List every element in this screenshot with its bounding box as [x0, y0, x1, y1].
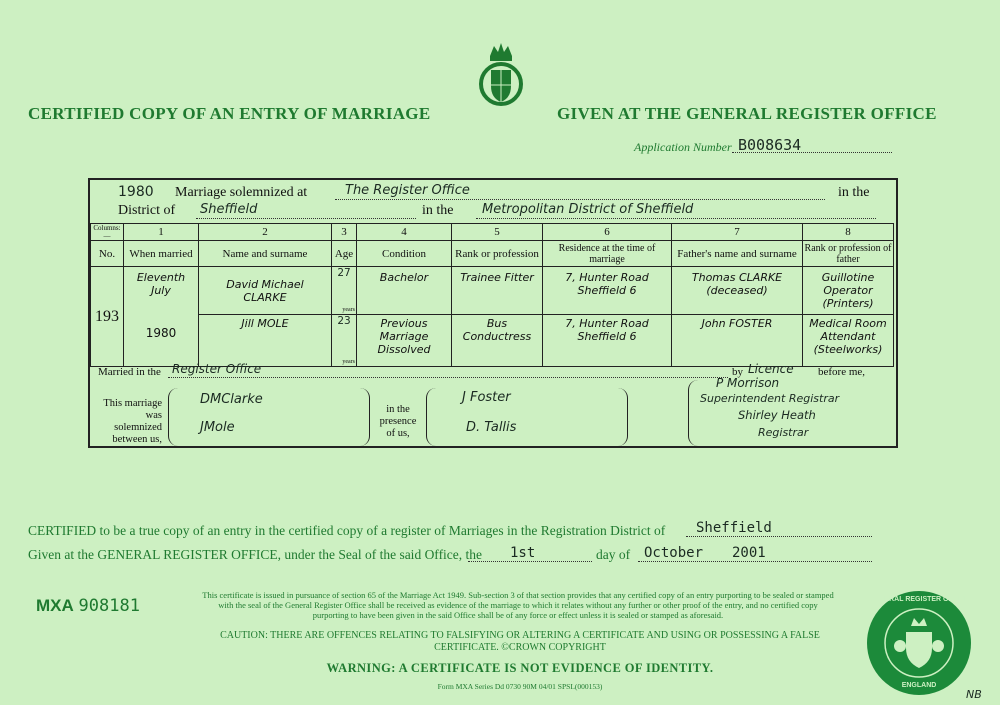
district-value: Sheffield	[200, 202, 258, 217]
certified-district: Sheffield	[696, 520, 772, 536]
bride-profession: Bus Conductress	[452, 315, 543, 367]
entry-number: 193	[91, 267, 124, 367]
married-in-label: Married in the	[98, 366, 161, 378]
when-married-year: 1980	[145, 326, 177, 340]
official2-signature: Shirley Heath	[738, 408, 816, 422]
certified-day: 1st	[510, 545, 536, 561]
groom-age-unit: years	[342, 307, 355, 313]
header-name: Name and surname	[199, 241, 332, 267]
certificate-title: CERTIFIED COPY OF AN ENTRY OF MARRIAGE	[28, 104, 431, 123]
given-at-statement: Given at the GENERAL REGISTER OFFICE, under the Seal of the said Office, the	[28, 547, 483, 562]
header-condition: Condition	[357, 241, 452, 267]
certified-statement: CERTIFIED to be a true copy of an entry in the certified copy of a register of Marriages in the Registration District of	[28, 523, 666, 538]
header-residence: Residence at the time of marriage	[543, 241, 672, 267]
groom-age: 27	[337, 267, 351, 279]
handwritten-initials: NB	[966, 688, 982, 701]
application-number: B008634	[738, 136, 802, 154]
warning-notice: WARNING: A CERTIFICATE IS NOT EVIDENCE OF IDENTITY.	[326, 661, 714, 675]
metro-district: Metropolitan District of Sheffield	[482, 202, 694, 217]
header-father: Father's name and surname	[672, 241, 803, 267]
col-number: 3	[332, 224, 357, 241]
bride-signature: JMole	[200, 420, 235, 435]
groom-condition: Bachelor	[357, 267, 452, 315]
legal-notice: This certificate is issued in pursuance of section 65 of the Marriage Act 1949. Sub-section 3 of that section provides that any certified copy of an entry purporting to be sealed or stamped with the seal of the General Register Office shall be received as evidence of the marriage to which it relates without any further or other proof of the entry, and no certified copy purporting to have been given in the said Office shall be of any force or effect unless it is sealed or stamped as aforesaid.	[202, 590, 834, 620]
metro-line	[476, 218, 876, 219]
in-the-label-2: in the	[422, 203, 454, 218]
application-number-line	[732, 152, 892, 153]
royal-crest	[472, 40, 530, 110]
bride-father: John FOSTER	[672, 315, 803, 367]
header-profession: Rank or profession	[452, 241, 543, 267]
when-married-month: July	[151, 284, 171, 297]
between-us-label: This marriage was solemnized between us,	[103, 398, 162, 445]
groom-father: Thomas CLARKE (deceased)	[672, 267, 803, 315]
serial-number	[36, 596, 140, 616]
bride-name: Jill MOLE	[199, 315, 332, 367]
groom-name: David Michael CLARKE	[199, 267, 332, 315]
seal-bottom-text: ENGLAND	[901, 682, 937, 689]
groom-age-cell	[332, 267, 357, 315]
certified-day-line	[468, 561, 592, 562]
official1-signature: P Morrison	[716, 376, 780, 390]
serial-prefix: MXA	[36, 596, 74, 615]
bride-condition: Previous Marriage Dissolved	[357, 315, 452, 367]
marriage-register-table	[90, 223, 894, 367]
header-no: No.	[91, 241, 124, 267]
bride-father-profession: Medical Room Attendant (Steelworks)	[803, 315, 894, 367]
col-number: 1	[124, 224, 199, 241]
certified-year: 2001	[732, 545, 766, 561]
certified-district-line	[686, 536, 872, 537]
application-number-label: Application Number	[634, 140, 732, 154]
district-label: District of	[118, 203, 176, 218]
when-married-day: Eleventh	[136, 271, 186, 284]
serial-digits: 908181	[78, 596, 140, 616]
district-line	[196, 218, 416, 219]
in-the-label-1: in the	[838, 185, 870, 200]
certified-month: October	[644, 545, 704, 561]
solemnized-place: The Register Office	[345, 183, 470, 198]
form-reference: Form MXA Series Dd 0730 90M 04/01 SPSL(000153)	[437, 682, 603, 691]
col-number: 2	[199, 224, 332, 241]
groom-residence: 7, Hunter Road Sheffield 6	[543, 267, 672, 315]
general-register-office-seal	[866, 590, 972, 696]
groom-father-profession: Guillotine Operator (Printers)	[803, 267, 894, 315]
groom-signature: DMClarke	[200, 392, 263, 407]
witness-signature-bracket	[426, 388, 628, 446]
bride-age-unit: years	[342, 359, 355, 365]
issuing-office: GIVEN AT THE GENERAL REGISTER OFFICE	[557, 104, 937, 123]
col-number: 5	[452, 224, 543, 241]
bride-age: 23	[337, 315, 351, 327]
solemnized-label: Marriage solemnized at	[175, 185, 308, 200]
groom-profession: Trainee Fitter	[452, 267, 543, 315]
col-number: 6	[543, 224, 672, 241]
columns-label: Columns:—	[91, 224, 124, 241]
caution-notice: CAUTION: THERE ARE OFFENCES RELATING TO FALSIFYING OR ALTERING A CERTIFICATE AND USING OR POSSESSING A FALSE CERTIFICATE. ©CROWN COPYRIGHT	[220, 630, 820, 653]
day-of-label: day of	[596, 547, 631, 562]
official2-title: Registrar	[758, 426, 809, 439]
col-number: 7	[672, 224, 803, 241]
col-number: 8	[803, 224, 894, 241]
when-married-cell	[124, 267, 199, 367]
bride-residence: 7, Hunter Road Sheffield 6	[543, 315, 672, 367]
presence-label: in the presence of us,	[379, 404, 417, 439]
solemnized-line	[335, 199, 825, 200]
header-when-married: When married	[124, 241, 199, 267]
witness1-signature: J Foster	[462, 390, 511, 405]
groom-bride-signature-bracket	[168, 388, 370, 446]
married-in-line	[168, 377, 728, 378]
by-label: by	[732, 366, 743, 378]
bride-age-cell	[332, 315, 357, 367]
witness2-signature: D. Tallis	[466, 420, 517, 435]
register-year: 1980	[118, 184, 154, 200]
before-me-label: before me,	[818, 366, 866, 378]
by-value: Licence	[748, 362, 794, 376]
header-father-profession: Rank or profession of father	[803, 241, 894, 267]
col-number: 4	[357, 224, 452, 241]
header-age: Age	[332, 241, 357, 267]
certified-date-line	[638, 561, 872, 562]
seal-top-text: GENERAL REGISTER OFFICE	[869, 596, 969, 603]
married-in-value: Register Office	[172, 362, 262, 376]
official1-title: Superintendent Registrar	[700, 392, 840, 405]
